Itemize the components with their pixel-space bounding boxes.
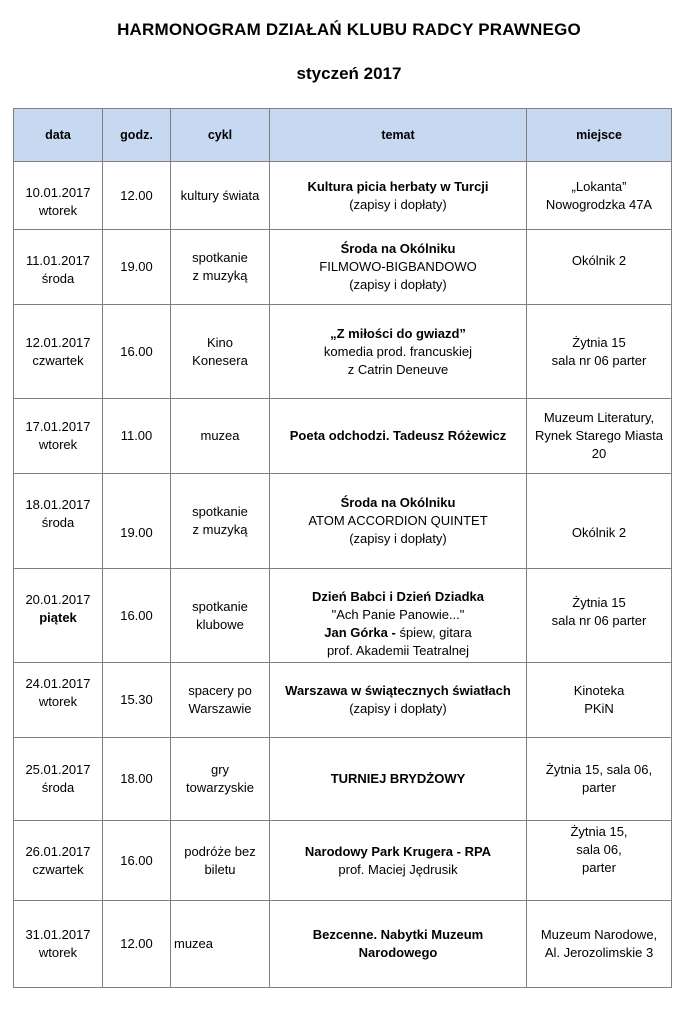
place-line: Okólnik 2 — [571, 253, 627, 268]
place-line: Okólnik 2 — [571, 525, 627, 540]
topic-text: prof. Akademii Teatralnej — [326, 643, 470, 658]
topic-line — [273, 512, 523, 530]
table-row — [14, 474, 672, 569]
weekday-value: środa — [41, 271, 75, 286]
topic-line — [273, 606, 523, 624]
topic-cell — [270, 569, 527, 663]
time-cell: 12.00 — [103, 901, 171, 988]
table-row — [14, 399, 672, 474]
topic-text: „Z miłości do gwiazd” — [330, 325, 466, 341]
cycle-line: podróże bez — [184, 843, 256, 859]
cycle-line: Warszawie — [188, 701, 252, 716]
weekday-value: wtorek — [38, 694, 78, 709]
header-date: data — [14, 109, 103, 162]
topic-text: FILMOWO-BIGBANDOWO — [319, 259, 477, 274]
topic-cell — [270, 230, 527, 305]
weekday-value: piątek — [39, 610, 77, 625]
place-line: Al. Jerozolimskie 3 — [544, 945, 654, 960]
topic-line — [273, 843, 523, 861]
place-cell — [527, 474, 672, 569]
time-cell: 18.00 — [103, 738, 171, 821]
cycle-cell — [171, 162, 270, 230]
date-cell — [14, 569, 103, 663]
date-cell — [14, 230, 103, 305]
cycle-line: towarzyskie — [186, 780, 254, 795]
cycle-cell — [171, 569, 270, 663]
cycle-cell — [171, 474, 270, 569]
topic-text: (zapisy i dopłaty) — [349, 531, 447, 546]
weekday-value: środa — [41, 780, 75, 795]
weekday-value: środa — [41, 515, 75, 530]
cycle-line: Konesera — [192, 352, 248, 368]
topic-line — [273, 642, 523, 660]
topic-cell — [270, 821, 527, 901]
topic-line — [273, 624, 523, 642]
place-line: Żytnia 15 — [572, 334, 626, 350]
cycle-line: spacery po — [188, 683, 252, 698]
topic-cell — [270, 305, 527, 399]
topic-cell — [270, 901, 527, 988]
topic-cell — [270, 474, 527, 569]
cycle-line: biletu — [204, 861, 236, 877]
place-cell — [527, 230, 672, 305]
date-value: 11.01.2017 — [25, 253, 91, 268]
topic-line — [273, 196, 523, 214]
topic-text: (zapisy i dopłaty) — [349, 701, 447, 716]
place-line: Kinoteka — [573, 683, 625, 698]
topic-text: Środa na Okólniku — [340, 495, 456, 510]
place-cell — [527, 738, 672, 821]
topic-line — [273, 944, 523, 962]
date-cell — [14, 162, 103, 230]
date-cell — [14, 738, 103, 821]
time-cell: 12.00 — [103, 162, 171, 230]
table-row — [14, 663, 672, 738]
date-value: 12.01.2017 — [25, 334, 91, 350]
topic-text-rest: śpiew, gitara — [395, 625, 472, 640]
topic-text: TURNIEJ BRYDŻOWY — [330, 771, 466, 786]
schedule-table — [13, 108, 672, 988]
place-cell — [527, 162, 672, 230]
topic-text: ATOM ACCORDION QUINTET — [308, 513, 488, 528]
place-line: „Lokanta” — [571, 178, 627, 194]
time-cell: 16.00 — [103, 821, 171, 901]
place-cell — [527, 901, 672, 988]
weekday-value: wtorek — [38, 437, 78, 452]
cycle-cell — [171, 305, 270, 399]
date-cell — [14, 399, 103, 474]
place-cell — [527, 569, 672, 663]
topic-line — [273, 325, 523, 343]
topic-line — [273, 530, 523, 548]
place-line: parter — [582, 860, 616, 875]
place-line: sala nr 06 parter — [551, 613, 647, 628]
weekday-value: wtorek — [38, 203, 78, 218]
date-value: 20.01.2017 — [25, 592, 91, 607]
topic-line — [273, 700, 523, 718]
topic-text: Dzień Babci i Dzień Dziadka — [312, 589, 484, 604]
topic-line — [273, 361, 523, 379]
place-cell — [527, 305, 672, 399]
date-value: 18.01.2017 — [25, 497, 91, 512]
topic-text: Poeta odchodzi. Tadeusz Różewicz — [289, 428, 507, 443]
topic-line — [273, 258, 523, 276]
topic-line — [273, 770, 523, 788]
date-value: 26.01.2017 — [25, 843, 91, 859]
topic-line — [273, 861, 523, 879]
place-cell — [527, 821, 672, 901]
topic-line — [273, 178, 523, 196]
cycle-line: Kino — [206, 334, 234, 350]
table-row — [14, 821, 672, 901]
topic-text: z Catrin Deneuve — [347, 361, 449, 377]
topic-cell — [270, 738, 527, 821]
topic-line — [273, 240, 523, 258]
time-cell: 19.00 — [103, 474, 171, 569]
topic-cell — [270, 162, 527, 230]
date-cell — [14, 305, 103, 399]
place-cell — [527, 663, 672, 738]
date-value: 31.01.2017 — [25, 927, 91, 942]
place-line: Żytnia 15, sala 06, — [545, 762, 653, 777]
table-row — [14, 305, 672, 399]
date-value: 25.01.2017 — [25, 762, 91, 777]
date-cell — [14, 901, 103, 988]
cycle-cell — [171, 399, 270, 474]
cycle-line: muzea — [200, 428, 240, 443]
place-line: 20 — [591, 446, 607, 461]
topic-text: "Ach Panie Panowie..." — [331, 607, 465, 622]
place-line: Muzeum Literatury, — [543, 410, 655, 425]
table-row — [14, 569, 672, 663]
topic-text: (zapisy i dopłaty) — [349, 196, 447, 212]
cycle-line: klubowe — [196, 616, 244, 632]
topic-line — [273, 588, 523, 606]
weekday-value: czwartek — [32, 861, 84, 877]
topic-text: Narodowego — [358, 945, 438, 960]
date-value: 24.01.2017 — [25, 676, 91, 691]
topic-cell — [270, 399, 527, 474]
place-line: Żytnia 15, — [570, 824, 628, 839]
place-line: Nowogrodzka 47A — [545, 196, 653, 212]
topic-text: prof. Maciej Jędrusik — [338, 861, 458, 877]
topic-line — [273, 926, 523, 944]
table-row — [14, 230, 672, 305]
header-cycle: cykl — [171, 109, 270, 162]
cycle-cell — [171, 738, 270, 821]
place-line: sala nr 06 parter — [551, 352, 647, 368]
cycle-cell — [171, 663, 270, 738]
date-value: 17.01.2017 — [25, 419, 91, 434]
topic-text: Środa na Okólniku — [340, 241, 456, 256]
topic-text: Bezcenne. Nabytki Muzeum — [312, 927, 484, 942]
time-cell: 15.30 — [103, 663, 171, 738]
date-cell — [14, 663, 103, 738]
topic-text: (zapisy i dopłaty) — [349, 277, 447, 292]
topic-text: Jan Górka - — [324, 625, 396, 640]
table-row — [14, 738, 672, 821]
time-cell: 11.00 — [103, 399, 171, 474]
topic-text: Narodowy Park Krugera - RPA — [304, 843, 492, 859]
table-row — [14, 901, 672, 988]
cycle-line: spotkanie — [192, 250, 248, 265]
cycle-line: muzea — [174, 936, 214, 951]
topic-text: Kultura picia herbaty w Turcji — [307, 178, 489, 194]
date-cell — [14, 821, 103, 901]
cycle-cell — [171, 821, 270, 901]
header-place: miejsce — [527, 109, 672, 162]
header-time: godz. — [103, 109, 171, 162]
table-header-row — [14, 109, 672, 162]
cycle-line: spotkanie — [192, 598, 248, 614]
weekday-value: czwartek — [32, 352, 84, 368]
place-line: Żytnia 15 — [572, 595, 626, 610]
page-title: HARMONOGRAM DZIAŁAŃ KLUBU RADCY PRAWNEGO — [117, 20, 581, 39]
header-topic: temat — [270, 109, 527, 162]
time-cell: 16.00 — [103, 569, 171, 663]
topic-line — [273, 494, 523, 512]
place-line: sala 06, — [576, 842, 622, 857]
cycle-line: spotkanie — [192, 504, 248, 519]
weekday-value: wtorek — [38, 945, 78, 960]
place-line: parter — [582, 780, 616, 795]
topic-text: komedia prod. francuskiej — [323, 343, 473, 359]
topic-line — [273, 276, 523, 294]
place-line: Muzeum Narodowe, — [540, 927, 658, 942]
place-cell — [527, 399, 672, 474]
cycle-line: kultury świata — [180, 187, 260, 203]
time-cell: 16.00 — [103, 305, 171, 399]
table-row — [14, 162, 672, 230]
topic-text: Warszawa w świątecznych światłach — [285, 683, 511, 698]
cycle-line: z muzyką — [192, 268, 248, 283]
cycle-cell — [171, 230, 270, 305]
page-subtitle: styczeń 2017 — [296, 64, 402, 83]
topic-line — [273, 343, 523, 361]
topic-line — [273, 427, 523, 445]
place-line: Rynek Starego Miasta — [535, 428, 663, 443]
topic-cell — [270, 663, 527, 738]
time-cell: 19.00 — [103, 230, 171, 305]
cycle-cell — [171, 901, 270, 988]
cycle-line: z muzyką — [192, 522, 248, 537]
date-cell — [14, 474, 103, 569]
topic-line — [273, 682, 523, 700]
place-line: PKiN — [584, 701, 614, 716]
cycle-line: gry — [210, 762, 230, 777]
date-value: 10.01.2017 — [25, 185, 91, 200]
